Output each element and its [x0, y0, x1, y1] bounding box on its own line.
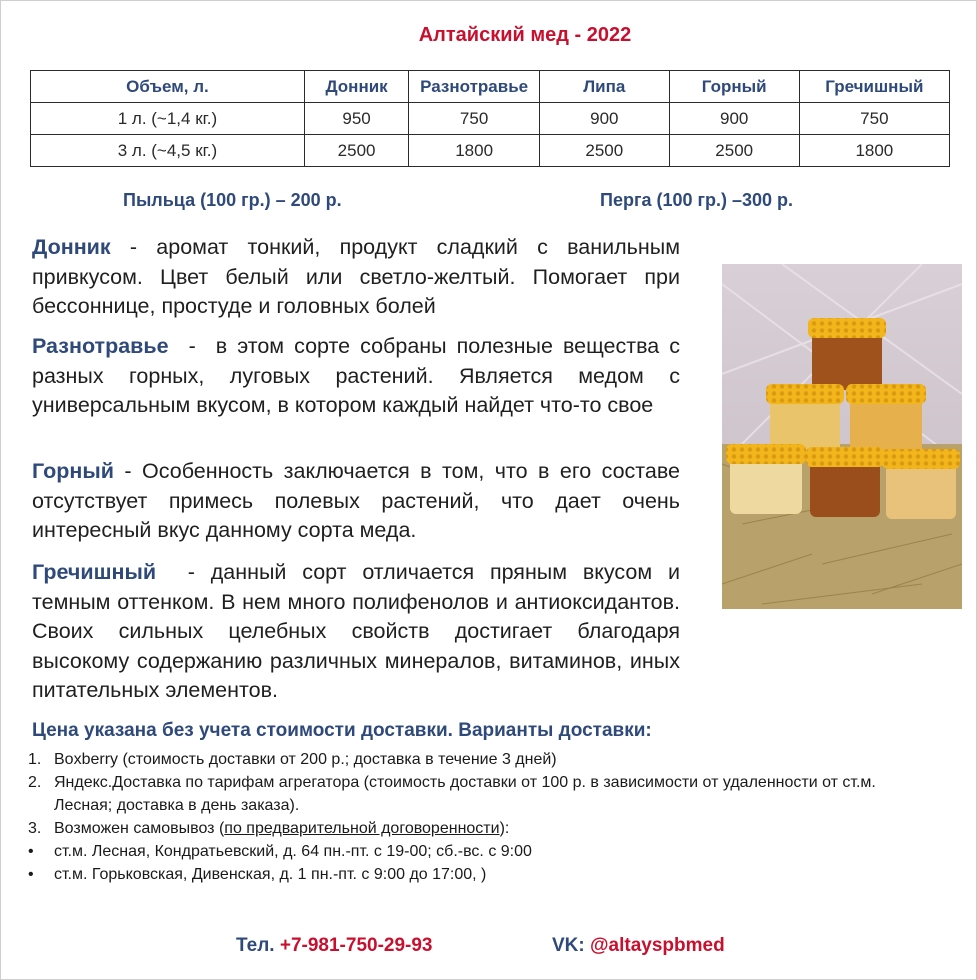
header-grechishny: Гречишный	[799, 71, 949, 103]
price-cell: 900	[669, 103, 799, 135]
price-cell: 1800	[799, 135, 949, 167]
delivery-list	[28, 748, 928, 886]
vk-handle[interactable]: @altayspbmed	[590, 935, 725, 956]
description-separator: -	[156, 560, 211, 584]
description-text: в этом сорте собраны полезные вещества с разных горных, луговых растений. Является медом с универсальным вкусом, в котором каждый найдет что-то свое	[32, 334, 680, 417]
header-gorny: Горный	[669, 71, 799, 103]
description-donnik	[32, 233, 680, 322]
row-volume-label: 3 л. (~4,5 кг.)	[31, 135, 305, 167]
description-term: Разнотравье	[32, 334, 169, 358]
header-volume: Объем, л.	[31, 71, 305, 103]
list-item	[28, 817, 928, 840]
delivery-heading: Цена указана без учета стоимости доставки. Варианты доставки:	[32, 720, 652, 741]
table-row	[31, 103, 950, 135]
price-cell: 750	[409, 103, 540, 135]
pollen-price: Пыльца (100 гр.) – 200 р.	[123, 190, 342, 210]
list-marker: 1.	[28, 751, 42, 768]
price-table	[30, 70, 950, 167]
description-text: аромат тонкий, продукт сладкий с ванильным привкусом. Цвет белый или светло-желтый. Помогает при бессоннице, простуде и головных болей	[32, 235, 680, 318]
list-item	[28, 771, 928, 817]
jar-middle-right	[846, 384, 926, 454]
description-gorny	[32, 457, 680, 546]
description-grechishny	[32, 558, 680, 706]
perga-price: Перга (100 гр.) –300 р.	[600, 190, 794, 210]
phone-label: Тел.	[236, 935, 275, 956]
description-term: Гречишный	[32, 560, 157, 584]
description-term: Горный	[32, 459, 114, 483]
price-cell: 1800	[409, 135, 540, 167]
list-item	[28, 748, 928, 771]
description-text: данный сорт отличается пряным вкусом и темным оттенком. В нем много полифенолов и антиоксидантов. Своих сильных целебных свойств достигает благодаря высокому содержанию различных минералов, витаминов, иных питательных элементов.	[32, 560, 680, 702]
list-item-text: Яндекс.Доставка по тарифам агрегатора (стоимость доставки от 100 р. в зависимости от удаленности от ст.м. Лесная; доставка в день заказа).	[54, 774, 876, 814]
description-separator: -	[110, 235, 157, 259]
list-item-text: ст.м. Лесная, Кондратьевский, д. 64 пн.-пт. с 19-00; сб.-вс. с 9:00	[54, 843, 532, 860]
list-item-text: Возможен самовывоз (	[54, 820, 225, 837]
vk-contact	[552, 935, 725, 957]
header-lipa: Липа	[539, 71, 669, 103]
list-marker: 2.	[28, 774, 42, 791]
description-separator: -	[168, 334, 216, 358]
list-item-text: ):	[499, 820, 510, 837]
row-volume-label: 1 л. (~1,4 кг.)	[31, 103, 305, 135]
price-cell: 900	[539, 103, 669, 135]
jar-bottom-right	[882, 449, 960, 519]
description-raznotravie	[32, 332, 680, 421]
list-marker: 3.	[28, 820, 42, 837]
list-item	[28, 863, 928, 886]
description-text: Особенность заключается в том, что в его составе отсутствует примесь полевых растений, что дает очень интересный вкус данному сорта меда.	[32, 459, 680, 542]
price-cell: 2500	[669, 135, 799, 167]
price-cell: 2500	[539, 135, 669, 167]
header-raznotravie: Разнотравье	[409, 71, 540, 103]
jar-bottom-middle	[806, 447, 884, 517]
list-item-text: Boxberry (стоимость доставки от 200 р.; доставка в течение 3 дней)	[54, 751, 557, 768]
jar-top	[808, 318, 886, 390]
phone-number[interactable]: +7-981-750-29-93	[279, 935, 433, 956]
price-cell: 750	[799, 103, 949, 135]
table-row	[31, 135, 950, 167]
pickup-note: по предварительной договоренности	[224, 820, 500, 837]
list-marker: •	[28, 843, 34, 860]
description-term: Донник	[32, 235, 111, 259]
vk-label: VK:	[552, 935, 585, 956]
header-donnik: Донник	[304, 71, 408, 103]
price-cell: 2500	[304, 135, 408, 167]
price-cell: 950	[304, 103, 408, 135]
honey-jars-photo	[722, 264, 962, 609]
price-table-header-row	[31, 71, 950, 103]
list-item	[28, 840, 928, 863]
page-title: Алтайский мед - 2022	[418, 24, 632, 46]
description-separator: -	[113, 459, 143, 483]
jar-bottom-left	[726, 444, 806, 514]
phone-contact	[236, 935, 433, 957]
list-item-text: ст.м. Горьковская, Дивенская, д. 1 пн.-пт. с 9:00 до 17:00, )	[54, 866, 487, 883]
list-marker: •	[28, 866, 34, 883]
jar-middle-left	[766, 384, 844, 454]
